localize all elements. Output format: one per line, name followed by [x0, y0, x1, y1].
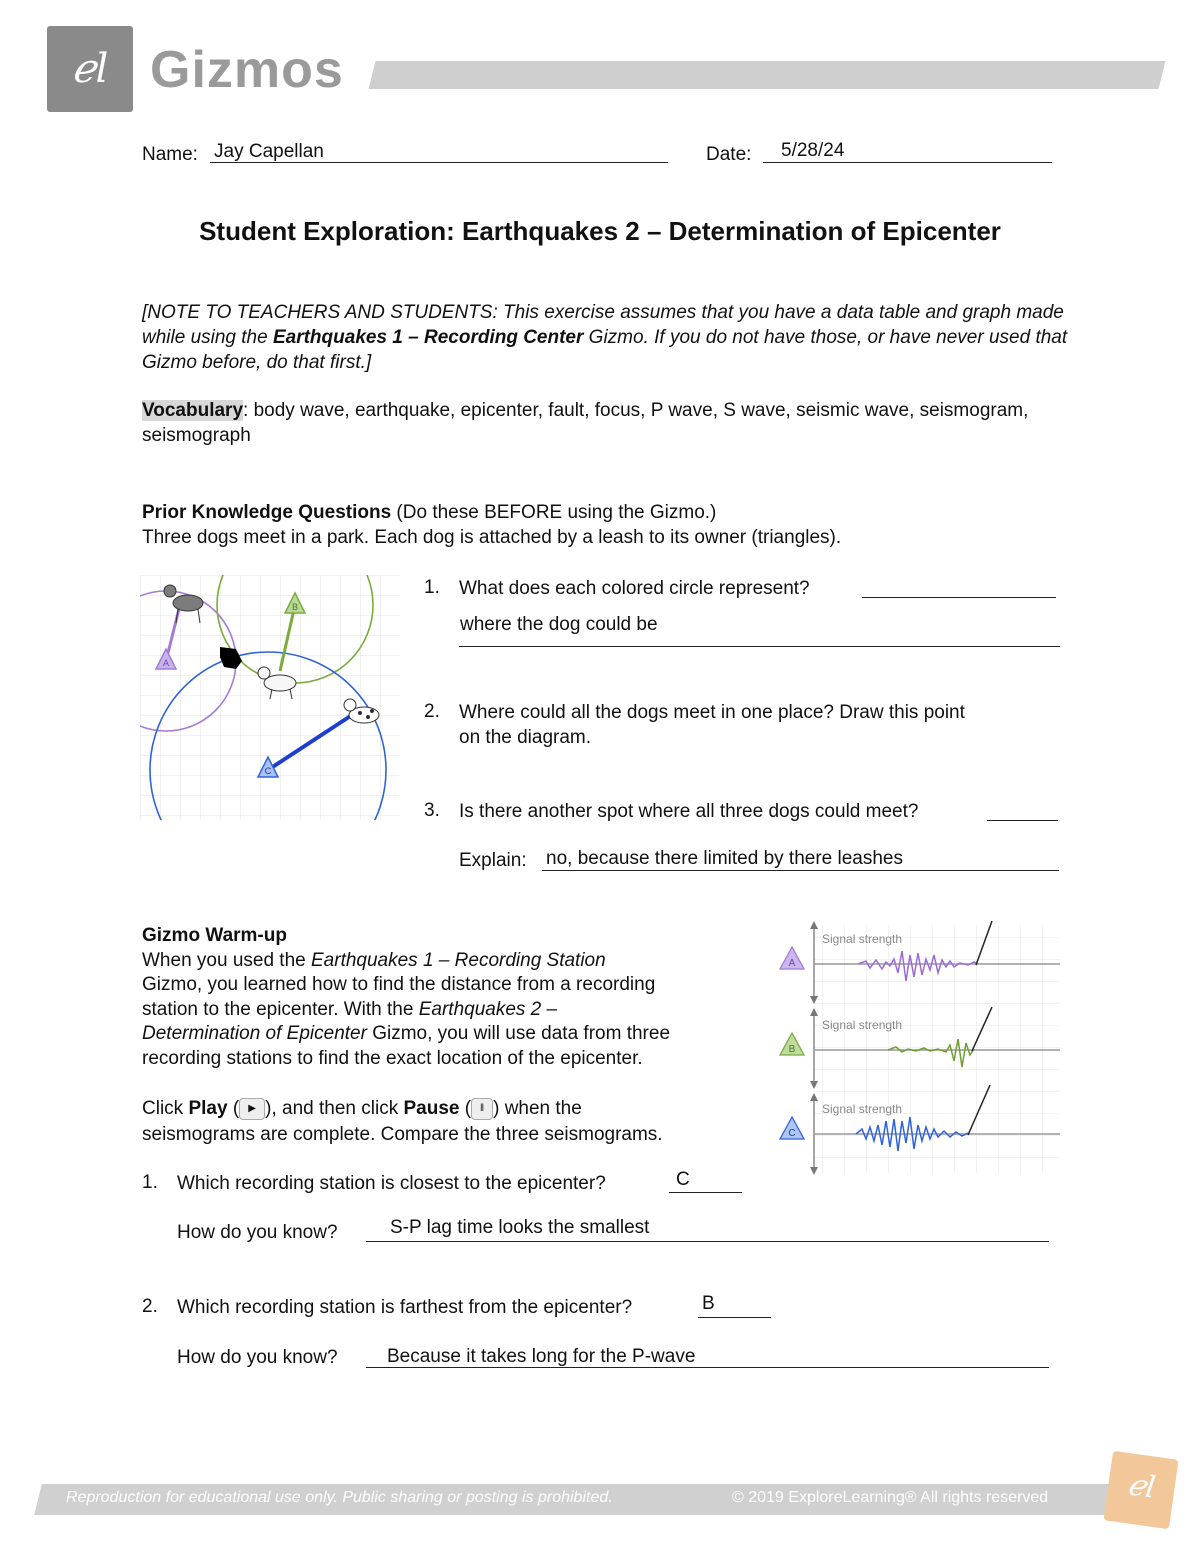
svg-text:B: B — [788, 1044, 796, 1055]
prior-q2-number: 2. — [424, 701, 440, 722]
seismograms-figure — [778, 915, 1060, 1177]
warmup-line-7: seismograms are complete. Compare the three seismograms. — [142, 1124, 663, 1145]
svg-text:Signal strength: Signal strength — [822, 932, 903, 946]
warmup-q2-how-line — [366, 1367, 1049, 1368]
prior-q3-explain-label: Explain: — [459, 850, 527, 871]
svg-text:Signal strength: Signal strength — [822, 1102, 903, 1116]
warmup-q2-how-answer[interactable]: Because it takes long for the P-wave — [387, 1346, 696, 1367]
warmup-q2-answer[interactable]: B — [702, 1293, 715, 1314]
prior-q1-answer[interactable]: where the dog could be — [460, 614, 658, 635]
warmup-line-5: recording stations to find the exact location of the epicenter. — [142, 1048, 643, 1069]
pause-button-icon: ‖ — [471, 1098, 493, 1120]
name-label: Name: — [142, 144, 198, 165]
warmup-q2-text: Which recording station is farthest from the epicenter? — [177, 1297, 633, 1318]
prior-intro: Three dogs meet in a park. Each dog is attached by a leash to its owner (triangles). — [142, 527, 842, 548]
explorelearning-logo: ℯl — [47, 26, 133, 112]
warmup-q2-how-label: How do you know? — [177, 1347, 338, 1368]
prior-q1-answer-line — [459, 646, 1060, 647]
prior-knowledge-heading: Prior Knowledge Questions (Do these BEFORE using the Gizmo.) — [142, 502, 717, 523]
warmup-q1-number: 1. — [142, 1172, 158, 1193]
warmup-q1-text: Which recording station is closest to the epicenter? — [177, 1173, 606, 1194]
page-title: Student Exploration: Earthquakes 2 – Determination of Epicenter — [199, 216, 1001, 246]
prior-q2-line2: on the diagram. — [459, 727, 592, 748]
warmup-q1-line — [669, 1192, 742, 1193]
warmup-q2-line — [698, 1317, 771, 1318]
name-field[interactable]: Jay Capellan — [214, 141, 324, 162]
prior-q3-text: Is there another spot where all three dogs could meet? — [459, 801, 919, 822]
warmup-line-2: Gizmo, you learned how to find the distance from a recording — [142, 974, 656, 995]
prior-q3-number: 3. — [424, 800, 440, 821]
warmup-line-4: Determination of Epicenter Gizmo, you will use data from three — [142, 1023, 671, 1044]
corner-logo: ℯl — [1103, 1451, 1178, 1530]
warmup-click-instructions: Click Play ( ▶ ), and then click Pause ( ‖ ) when the — [142, 1098, 582, 1119]
warmup-q1-answer[interactable]: C — [676, 1169, 690, 1190]
prior-q1-text: What does each colored circle represent? — [459, 578, 810, 599]
prior-q1-short-line — [862, 597, 1056, 598]
svg-text:A: A — [162, 658, 170, 668]
footer-disclaimer: Reproduction for educational use only. Public sharing or posting is prohibited. — [66, 1489, 613, 1506]
prior-q3-answer-line — [542, 870, 1059, 871]
prior-q3-short-line — [987, 820, 1058, 821]
svg-text:Signal strength: Signal strength — [822, 1018, 903, 1032]
svg-text:B: B — [291, 602, 299, 612]
date-field[interactable]: 5/28/24 — [781, 140, 845, 161]
date-line — [763, 162, 1052, 163]
warmup-line-3: station to the epicenter. With the Earthquakes 2 – — [142, 999, 558, 1020]
warmup-line-1: When you used the Earthquakes 1 – Recording Station — [142, 950, 606, 971]
svg-text:C: C — [788, 1128, 796, 1139]
warmup-q1-how-line — [366, 1241, 1049, 1242]
svg-text:C: C — [264, 766, 272, 776]
teacher-note: [NOTE TO TEACHERS AND STUDENTS: This exercise assumes that you have a data table and graph made while using the Earthquakes 1 – Recording Center Gizmo. If you do not have those, or have never used that Gizmo before, do that first.] — [142, 302, 1068, 373]
gizmos-brand: Gizmos — [150, 41, 344, 99]
warmup-q2-number: 2. — [142, 1296, 158, 1317]
prior-q3-answer[interactable]: no, because there limited by there leashes — [546, 848, 903, 869]
date-label: Date: — [706, 144, 752, 165]
play-button-icon: ▶ — [239, 1098, 265, 1120]
prior-q2-line1: Where could all the dogs meet in one place? Draw this point — [459, 702, 965, 723]
footer-copyright: © 2019 ExploreLearning® All rights reserved — [732, 1489, 1049, 1506]
warmup-q1-how-answer[interactable]: S-P lag time looks the smallest — [390, 1217, 650, 1238]
vocabulary: Vocabulary: body wave, earthquake, epicenter, fault, focus, P wave, S wave, seismic wave, seismogram, seismograph — [142, 400, 1029, 446]
dogs-circles-diagram — [140, 575, 400, 820]
warmup-heading: Gizmo Warm-up — [142, 925, 287, 946]
prior-q1-number: 1. — [424, 577, 440, 598]
warmup-q1-how-label: How do you know? — [177, 1222, 338, 1243]
svg-text:A: A — [788, 958, 796, 969]
header-bar — [369, 61, 1166, 89]
